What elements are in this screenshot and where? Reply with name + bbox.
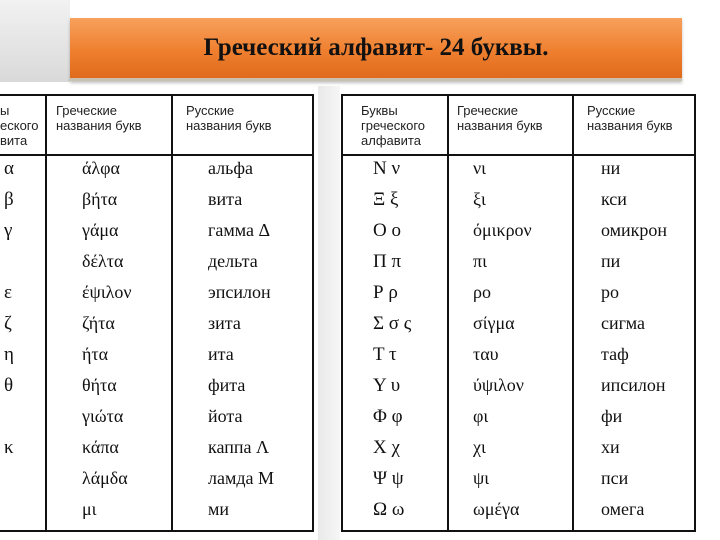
russian-name-cell: дельта: [208, 251, 258, 271]
table-row: [343, 280, 694, 311]
header-greek-names: Греческие названия букв: [56, 103, 142, 133]
letter-cell: Φ φ: [373, 406, 403, 427]
table-row: [343, 187, 694, 218]
letter-cell: α: [4, 158, 14, 179]
russian-name-cell: фита: [208, 375, 246, 395]
table-row: [343, 404, 694, 435]
russian-name-cell: ни: [601, 158, 621, 178]
table-row: [0, 218, 312, 249]
table-row: [343, 156, 694, 187]
table-row: [343, 373, 694, 404]
letter-cell: β: [4, 189, 14, 210]
letter-cell: γ: [4, 220, 13, 241]
greek-name-cell: δέλτα: [82, 251, 124, 271]
letter-cell: Ο ο: [373, 220, 401, 241]
greek-name-cell: ύψιλον: [473, 375, 524, 395]
header-russian-names: Русские названия букв: [587, 103, 673, 133]
letter-cell: η: [4, 344, 14, 365]
right-table-header: [343, 96, 694, 156]
table-row: [0, 311, 312, 342]
russian-name-cell: кси: [601, 189, 627, 209]
greek-name-cell: κάπα: [82, 437, 119, 457]
letter-cell: θ: [4, 375, 14, 396]
russian-name-cell: ипсилон: [601, 375, 666, 395]
greek-name-cell: μι: [82, 499, 97, 519]
russian-name-cell: вита: [208, 189, 243, 209]
letter-cell: Ψ ψ: [373, 468, 404, 489]
greek-name-cell: θήτα: [82, 375, 117, 395]
table-row: [0, 249, 312, 280]
russian-name-cell: хи: [601, 437, 620, 457]
table-row: [0, 435, 312, 466]
table-row: [343, 497, 694, 528]
table-row: [0, 280, 312, 311]
greek-name-cell: ωμέγα: [473, 499, 520, 519]
letter-cell: Ω ω: [373, 499, 405, 520]
greek-name-cell: γιώτα: [82, 406, 124, 426]
russian-name-cell: ламда Μ: [208, 468, 275, 488]
greek-name-cell: λάμδα: [82, 468, 128, 488]
header-letters: ы еского вита: [0, 103, 39, 148]
slide-frame-strip: [0, 0, 70, 82]
letter-cell: Τ τ: [373, 344, 397, 365]
letter-cell: Ν ν: [373, 158, 401, 179]
table-row: [0, 497, 312, 528]
header-greek-names: Греческие названия букв: [457, 103, 543, 133]
greek-name-cell: φι: [473, 406, 489, 426]
table-row: [0, 373, 312, 404]
russian-name-cell: ро: [601, 282, 619, 302]
greek-name-cell: έψιλον: [82, 282, 132, 302]
greek-name-cell: βήτα: [82, 189, 118, 209]
greek-name-cell: άλφα: [82, 158, 120, 178]
russian-name-cell: таф: [601, 344, 629, 364]
russian-name-cell: зита: [208, 313, 241, 333]
page-title: Греческий алфавит- 24 буквы.: [203, 34, 549, 61]
russian-name-cell: ита: [208, 344, 234, 364]
russian-name-cell: йота: [208, 406, 243, 426]
table-row: [0, 342, 312, 373]
greek-name-cell: ταυ: [473, 344, 499, 364]
russian-name-cell: гамма Δ: [208, 220, 271, 240]
greek-name-cell: ήτα: [82, 344, 109, 364]
russian-name-cell: фи: [601, 406, 623, 426]
letter-cell: Σ σ ς: [373, 313, 412, 334]
greek-name-cell: ζήτα: [82, 313, 115, 333]
russian-name-cell: сигма: [601, 313, 646, 333]
header-letters: Буквы греческого алфавита: [361, 103, 426, 148]
table-row: [343, 466, 694, 497]
russian-name-cell: ми: [208, 499, 230, 519]
greek-name-cell: όμικρον: [473, 220, 532, 240]
table-row: [343, 249, 694, 280]
letter-cell: Ξ ξ: [373, 189, 399, 210]
russian-name-cell: омикрон: [601, 220, 668, 240]
right-alphabet-table: [341, 94, 696, 532]
greek-name-cell: ψι: [473, 468, 490, 488]
russian-name-cell: пи: [601, 251, 621, 271]
table-row: [0, 466, 312, 497]
russian-name-cell: эпсилон: [208, 282, 271, 302]
russian-name-cell: пси: [601, 468, 629, 488]
letter-cell: Ρ ρ: [373, 282, 398, 303]
title-bar: [70, 18, 682, 81]
table-row: [343, 435, 694, 466]
greek-name-cell: νι: [473, 158, 486, 178]
greek-name-cell: πι: [473, 251, 487, 271]
greek-name-cell: ξι: [473, 189, 486, 209]
table-row: [343, 311, 694, 342]
letter-cell: Π π: [373, 251, 402, 272]
left-alphabet-table: [0, 94, 314, 532]
russian-name-cell: каппа Λ: [208, 437, 270, 457]
letter-cell: ζ: [4, 313, 12, 334]
letter-cell: ε: [4, 282, 12, 303]
letter-cell: Χ χ: [373, 437, 400, 458]
table-gap: [318, 86, 340, 540]
table-row: [343, 218, 694, 249]
header-russian-names: Русские названия букв: [186, 103, 272, 133]
russian-name-cell: альфа: [208, 158, 253, 178]
table-row: [0, 404, 312, 435]
russian-name-cell: омега: [601, 499, 645, 519]
greek-name-cell: ρο: [473, 282, 491, 302]
greek-name-cell: γάμα: [82, 220, 119, 240]
letter-cell: κ: [4, 437, 14, 458]
letter-cell: Υ υ: [373, 375, 401, 396]
table-row: [0, 156, 312, 187]
table-row: [343, 342, 694, 373]
table-row: [0, 187, 312, 218]
greek-name-cell: χι: [473, 437, 486, 457]
greek-name-cell: σίγμα: [473, 313, 515, 333]
